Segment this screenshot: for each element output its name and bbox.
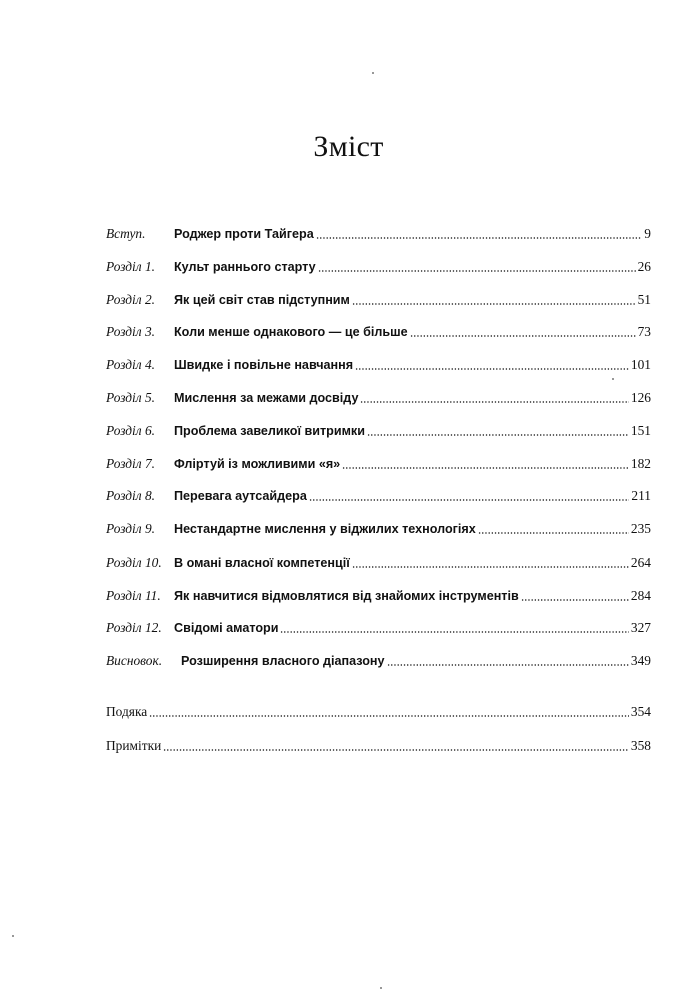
toc-entry-notes: [106, 732, 651, 754]
dot-leader: [410, 335, 636, 337]
entry-title: Свідомі аматори: [174, 621, 279, 635]
toc-entry-chapter-3: [106, 318, 651, 340]
entry-page-number: 151: [630, 423, 651, 438]
entry-page-number: 327: [630, 620, 651, 635]
entry-title: Примітки: [106, 738, 162, 753]
entry-page-number: 354: [630, 704, 651, 719]
dot-leader: [309, 499, 630, 501]
dot-leader: [355, 368, 629, 370]
entry-title: Фліртуй із можливими «я»: [174, 457, 341, 471]
toc-entry-chapter-7: [106, 450, 651, 472]
dot-leader: [342, 467, 629, 469]
entry-label: Розділ 3.: [106, 324, 155, 339]
entry-title: Розширення власного діапазону: [181, 654, 385, 668]
dot-leader: [149, 715, 629, 717]
entry-page-number: 284: [630, 588, 651, 603]
toc-entry-acknowledgments: [106, 698, 651, 720]
entry-title: Як цей світ став підступним: [174, 293, 350, 307]
entry-page-number: 235: [630, 521, 651, 536]
entry-page-number: 9: [644, 226, 651, 241]
entry-label: Розділ 7.: [106, 456, 155, 471]
entry-label: Висновок.: [106, 653, 163, 668]
entry-page-number: 211: [631, 488, 651, 503]
toc-entry-intro: [106, 220, 651, 242]
entry-title: Культ раннього старту: [174, 260, 316, 274]
dot-leader: [478, 532, 629, 534]
dot-leader: [316, 237, 643, 239]
entry-label: Розділ 12.: [106, 620, 162, 635]
entry-label: Розділ 1.: [106, 259, 155, 274]
dot-leader: [367, 434, 629, 436]
page-title: Зміст: [313, 130, 384, 163]
toc-entry-chapter-12: [106, 614, 651, 636]
entry-title: Нестандартне мислення у віджилих технологіях: [174, 522, 476, 536]
entry-title: Подяка: [106, 704, 148, 719]
toc-entry-chapter-11: [106, 582, 651, 604]
dot-leader: [387, 664, 629, 666]
entry-page-number: 126: [630, 390, 651, 405]
toc-entry-chapter-8: [106, 482, 651, 504]
scan-speck: [372, 72, 374, 74]
scan-speck: [380, 987, 382, 989]
toc-entry-chapter-6: [106, 417, 651, 439]
entry-page-number: 264: [630, 555, 651, 570]
entry-label: Розділ 10.: [106, 555, 162, 570]
scan-speck: [612, 378, 614, 380]
entry-title: В омані власної компетенції: [174, 556, 350, 570]
entry-page-number: 358: [630, 738, 651, 753]
entry-title: Швидке і повільне навчання: [174, 358, 354, 372]
entry-page-number: 182: [630, 456, 651, 471]
dot-leader: [280, 631, 628, 633]
entry-page-number: 51: [637, 292, 651, 307]
dot-leader: [318, 270, 636, 272]
dot-leader: [360, 401, 628, 403]
entry-title: Коли менше однакового — це більше: [174, 325, 408, 339]
entry-title: Проблема завеликої витримки: [174, 424, 365, 438]
toc-entry-chapter-9: [106, 515, 651, 537]
toc-entry-chapter-2: [106, 286, 651, 308]
toc-entry-chapter-10: [106, 549, 651, 571]
dot-leader: [163, 749, 629, 751]
toc-entry-chapter-4: [106, 351, 651, 373]
dot-leader: [521, 599, 629, 601]
entry-title: Роджер проти Тайгера: [174, 227, 314, 241]
entry-label: Розділ 8.: [106, 488, 155, 503]
entry-title: Як навчитися відмовлятися від знайомих інструментів: [174, 589, 519, 603]
scan-speck: [12, 935, 14, 937]
toc-entry-chapter-1: [106, 253, 651, 275]
entry-page-number: 26: [637, 259, 651, 274]
entry-title: Перевага аутсайдера: [174, 489, 307, 503]
entry-label: Розділ 2.: [106, 292, 155, 307]
entry-label: Вступ.: [106, 226, 146, 241]
entry-page-number: 73: [637, 324, 651, 339]
dot-leader: [352, 566, 629, 568]
entry-label: Розділ 5.: [106, 390, 155, 405]
dot-leader: [352, 303, 636, 305]
entry-page-number: 101: [630, 357, 651, 372]
entry-title: Мислення за межами досвіду: [174, 391, 359, 405]
toc-entry-conclusion: [106, 647, 651, 669]
entry-page-number: 349: [630, 653, 651, 668]
entry-label: Розділ 6.: [106, 423, 155, 438]
entry-label: Розділ 9.: [106, 521, 155, 536]
entry-label: Розділ 11.: [106, 588, 161, 603]
toc-entry-chapter-5: [106, 384, 651, 406]
entry-label: Розділ 4.: [106, 357, 155, 372]
